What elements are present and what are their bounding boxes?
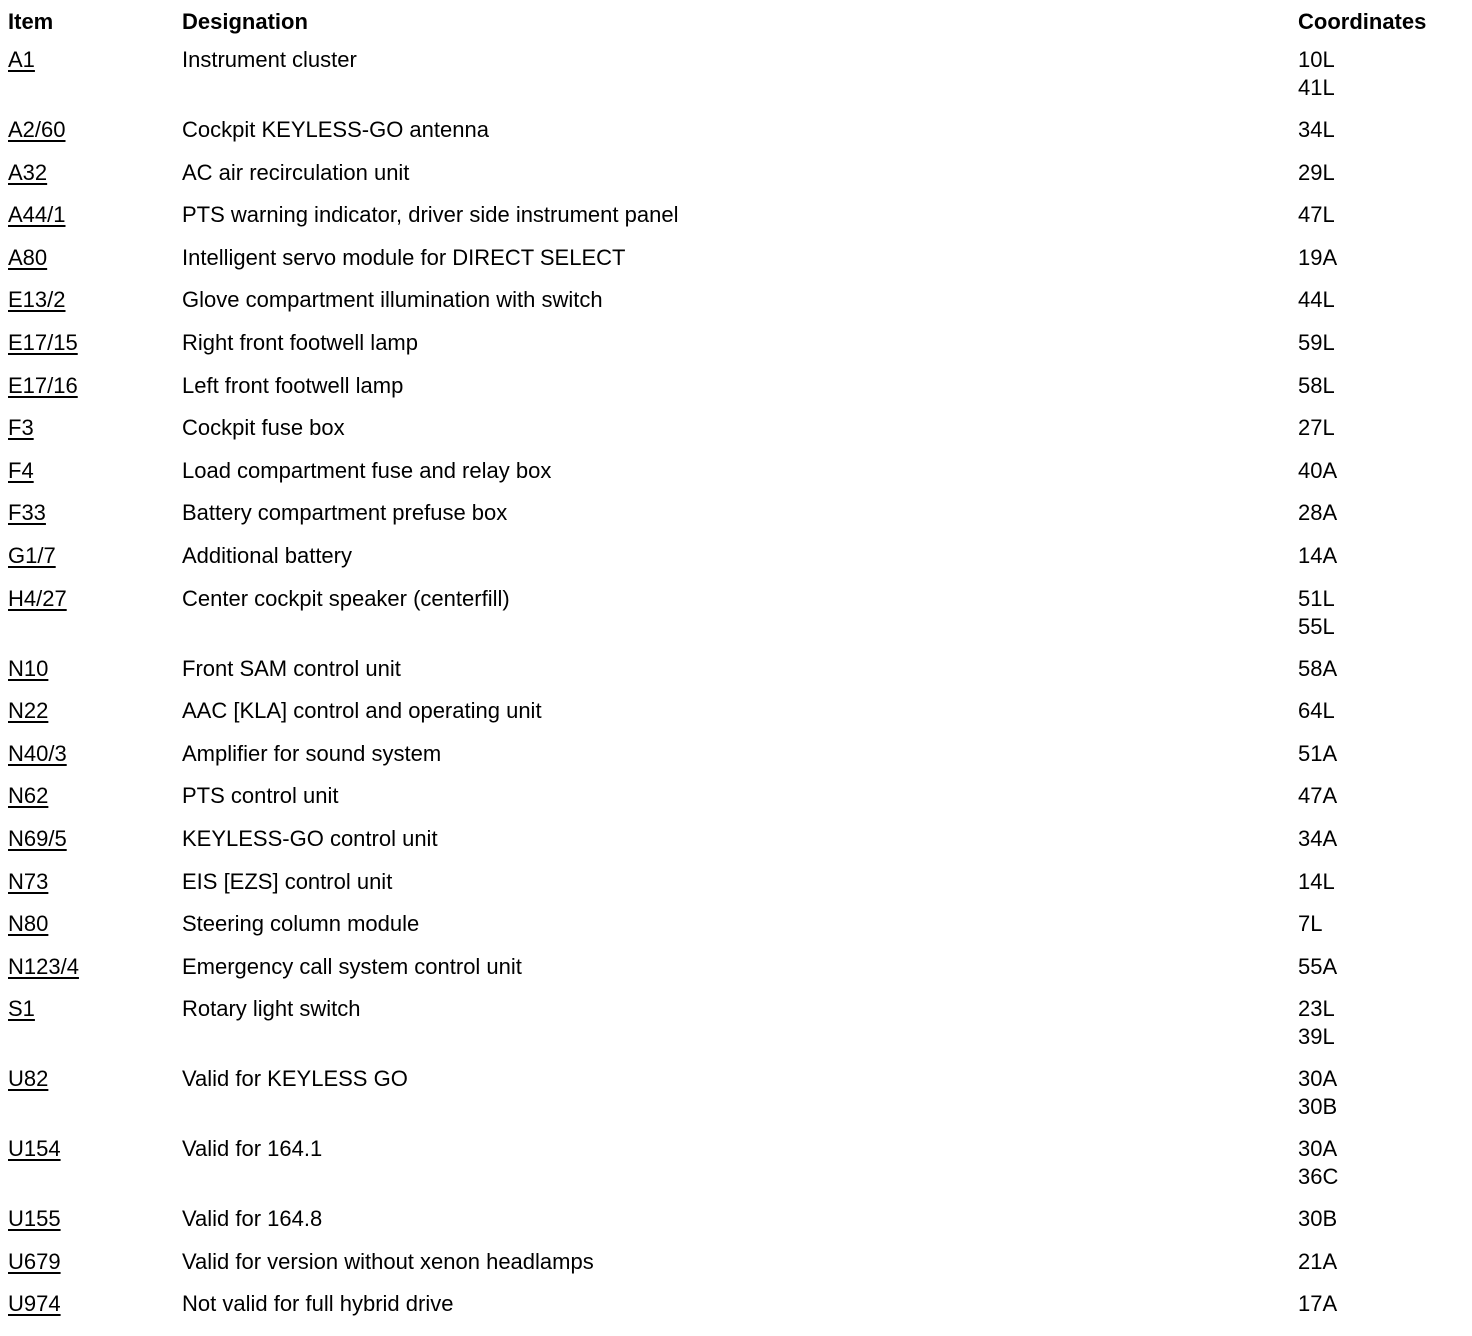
item-cell — [8, 655, 182, 698]
designation-cell: Center cockpit speaker (centerfill) — [182, 585, 510, 611]
coordinates-cell — [1298, 116, 1468, 159]
table-row — [8, 825, 1468, 868]
designation-cell: Rotary light switch — [182, 996, 361, 1022]
designation-cell: Valid for KEYLESS GO — [182, 1066, 408, 1092]
item-cell — [8, 995, 182, 1065]
table-row — [8, 499, 1468, 542]
item-cell — [8, 457, 182, 500]
coordinate-value: 7L — [1298, 911, 1323, 937]
coordinate-value: 51A — [1298, 740, 1338, 766]
table-row — [8, 1065, 1468, 1135]
header-coordinates: Coordinates — [1298, 9, 1427, 34]
coordinates-cell — [1298, 655, 1468, 698]
coordinate-value: 29L — [1298, 159, 1335, 185]
item-cell — [8, 1290, 182, 1333]
coordinates-cell — [1298, 329, 1468, 372]
item-link[interactable]: F4 — [8, 457, 34, 483]
item-link[interactable]: N22 — [8, 698, 49, 724]
coordinate-value: 30A — [1298, 1066, 1338, 1092]
item-cell — [8, 46, 182, 116]
coordinate-value: 21A — [1298, 1248, 1338, 1274]
component-legend-table — [8, 4, 1468, 1333]
item-link[interactable]: U82 — [8, 1066, 49, 1092]
designation-cell: Cockpit KEYLESS-GO antenna — [182, 117, 489, 142]
header-designation: Designation — [182, 9, 308, 34]
item-cell — [8, 372, 182, 415]
coordinates-cell — [1298, 542, 1468, 585]
table-header — [8, 4, 1468, 46]
designation-cell: Left front footwell lamp — [182, 372, 404, 398]
coordinate-value: 14L — [1298, 868, 1335, 894]
item-link[interactable]: S1 — [8, 996, 35, 1022]
designation-cell: AC air recirculation unit — [182, 159, 410, 185]
item-link[interactable]: N69/5 — [8, 825, 67, 851]
designation-cell: Amplifier for sound system — [182, 740, 442, 766]
coordinates-cell — [1298, 499, 1468, 542]
item-cell — [8, 329, 182, 372]
item-link[interactable]: E13/2 — [8, 287, 66, 313]
table-row — [8, 585, 1468, 655]
table-row — [8, 1248, 1468, 1291]
table-row — [8, 995, 1468, 1065]
table-row — [8, 116, 1468, 159]
item-link[interactable]: H4/27 — [8, 585, 67, 611]
coordinates-cell — [1298, 159, 1468, 202]
designation-cell: Right front footwell lamp — [182, 329, 418, 355]
table-row — [8, 740, 1468, 783]
table-row — [8, 329, 1468, 372]
coordinate-value: 39L — [1298, 1024, 1335, 1050]
coordinate-value: 14A — [1298, 542, 1338, 568]
designation-cell: Additional battery — [182, 542, 352, 568]
table-row — [8, 159, 1468, 202]
table-row — [8, 542, 1468, 585]
table-row — [8, 782, 1468, 825]
item-link[interactable]: G1/7 — [8, 542, 56, 568]
coordinate-value: 51L — [1298, 585, 1335, 611]
item-link[interactable]: N10 — [8, 655, 49, 681]
designation-cell: KEYLESS-GO control unit — [182, 825, 438, 851]
coordinate-value: 44L — [1298, 287, 1335, 313]
coordinate-value: 58L — [1298, 372, 1335, 398]
table-row — [8, 457, 1468, 500]
coordinate-value: 23L — [1298, 996, 1335, 1022]
coordinate-value: 41L — [1298, 75, 1335, 100]
coordinates-cell — [1298, 244, 1468, 287]
coordinate-value: 30B — [1298, 1094, 1338, 1120]
item-link[interactable]: U154 — [8, 1136, 61, 1162]
coordinates-cell — [1298, 995, 1468, 1065]
item-link[interactable]: A44/1 — [8, 202, 66, 228]
coordinates-cell — [1298, 372, 1468, 415]
item-cell — [8, 910, 182, 953]
item-cell — [8, 414, 182, 457]
table-body — [8, 46, 1468, 1333]
item-link[interactable]: N80 — [8, 911, 49, 937]
item-cell — [8, 1248, 182, 1291]
item-cell — [8, 740, 182, 783]
coordinate-value: 59L — [1298, 329, 1335, 355]
coordinate-value: 55L — [1298, 613, 1335, 639]
item-cell — [8, 1205, 182, 1248]
item-cell — [8, 1135, 182, 1205]
coordinates-cell — [1298, 46, 1468, 116]
designation-cell: AAC [KLA] control and operating unit — [182, 698, 542, 724]
coordinates-cell — [1298, 868, 1468, 911]
table-row — [8, 46, 1468, 116]
coordinates-cell — [1298, 585, 1468, 655]
item-cell — [8, 953, 182, 996]
coordinate-value: 58A — [1298, 655, 1338, 681]
designation-cell: Not valid for full hybrid drive — [182, 1291, 454, 1317]
designation-cell: Instrument cluster — [182, 47, 357, 72]
item-link[interactable]: U974 — [8, 1291, 61, 1317]
item-link[interactable]: A80 — [8, 244, 48, 270]
coordinates-cell — [1298, 697, 1468, 740]
designation-cell: Valid for 164.8 — [182, 1206, 323, 1232]
item-link[interactable]: N123/4 — [8, 953, 79, 979]
item-link[interactable]: N40/3 — [8, 740, 67, 766]
table-row — [8, 655, 1468, 698]
coordinates-cell — [1298, 1248, 1468, 1291]
coordinates-cell — [1298, 1290, 1468, 1333]
coordinate-value: 40A — [1298, 457, 1338, 483]
designation-cell: Emergency call system control unit — [182, 953, 522, 979]
item-cell — [8, 201, 182, 244]
item-cell — [8, 116, 182, 159]
table-row — [8, 697, 1468, 740]
item-link[interactable]: A2/60 — [8, 117, 66, 142]
coordinates-cell — [1298, 910, 1468, 953]
coordinates-cell — [1298, 414, 1468, 457]
coordinate-value: 34A — [1298, 825, 1338, 851]
coordinate-value: 64L — [1298, 698, 1335, 724]
coordinate-value: 55A — [1298, 953, 1338, 979]
designation-cell: Load compartment fuse and relay box — [182, 457, 552, 483]
table-row — [8, 1205, 1468, 1248]
coordinates-cell — [1298, 457, 1468, 500]
coordinate-value: 28A — [1298, 500, 1338, 526]
coordinates-cell — [1298, 286, 1468, 329]
coordinate-value: 19A — [1298, 244, 1338, 270]
coordinate-value: 27L — [1298, 415, 1335, 441]
coordinates-cell — [1298, 1205, 1468, 1248]
designation-cell: Valid for version without xenon headlamps — [182, 1248, 594, 1274]
coordinates-cell — [1298, 953, 1468, 996]
coordinates-cell — [1298, 1135, 1468, 1205]
item-cell — [8, 244, 182, 287]
item-link[interactable]: E17/16 — [8, 372, 78, 398]
table-row — [8, 414, 1468, 457]
table-row — [8, 910, 1468, 953]
designation-cell: Cockpit fuse box — [182, 415, 345, 441]
designation-cell: Battery compartment prefuse box — [182, 500, 508, 526]
designation-cell: Steering column module — [182, 911, 420, 937]
table-row — [8, 201, 1468, 244]
designation-cell: Glove compartment illumination with switch — [182, 287, 603, 313]
item-link[interactable]: A1 — [8, 47, 35, 72]
coordinates-cell — [1298, 782, 1468, 825]
coordinates-cell — [1298, 201, 1468, 244]
item-link[interactable]: N73 — [8, 868, 49, 894]
coordinate-value: 10L — [1298, 47, 1335, 72]
table-row — [8, 1290, 1468, 1333]
item-cell — [8, 286, 182, 329]
coordinates-cell — [1298, 825, 1468, 868]
designation-cell: Valid for 164.1 — [182, 1136, 323, 1162]
coordinate-value: 17A — [1298, 1291, 1338, 1317]
item-link[interactable]: N62 — [8, 783, 49, 809]
item-cell — [8, 159, 182, 202]
item-cell — [8, 499, 182, 542]
item-cell — [8, 585, 182, 655]
item-cell — [8, 1065, 182, 1135]
coordinate-value: 36C — [1298, 1164, 1339, 1190]
coordinate-value: 30A — [1298, 1136, 1338, 1162]
item-link[interactable]: U155 — [8, 1206, 61, 1232]
item-link[interactable]: F3 — [8, 415, 34, 441]
table-row — [8, 1135, 1468, 1205]
coordinate-value: 47A — [1298, 783, 1338, 809]
header-row — [8, 4, 1468, 46]
designation-cell: PTS control unit — [182, 783, 339, 809]
item-link[interactable]: E17/15 — [8, 329, 78, 355]
coordinate-value: 30B — [1298, 1206, 1338, 1232]
header-item: Item — [8, 9, 54, 34]
item-cell — [8, 542, 182, 585]
table-row — [8, 868, 1468, 911]
item-cell — [8, 782, 182, 825]
item-link[interactable]: F33 — [8, 500, 46, 526]
item-cell — [8, 697, 182, 740]
designation-cell: Front SAM control unit — [182, 655, 401, 681]
designation-cell: PTS warning indicator, driver side instrument panel — [182, 202, 679, 228]
coordinates-cell — [1298, 1065, 1468, 1135]
table-row — [8, 244, 1468, 287]
item-cell — [8, 868, 182, 911]
table-row — [8, 953, 1468, 996]
coordinate-value: 47L — [1298, 202, 1335, 228]
item-link[interactable]: A32 — [8, 159, 48, 185]
coordinate-value: 34L — [1298, 117, 1335, 142]
table-row — [8, 372, 1468, 415]
designation-cell: EIS [EZS] control unit — [182, 868, 393, 894]
item-cell — [8, 825, 182, 868]
coordinates-cell — [1298, 740, 1468, 783]
designation-cell: Intelligent servo module for DIRECT SELECT — [182, 244, 626, 270]
item-link[interactable]: U679 — [8, 1248, 61, 1274]
table-row — [8, 286, 1468, 329]
